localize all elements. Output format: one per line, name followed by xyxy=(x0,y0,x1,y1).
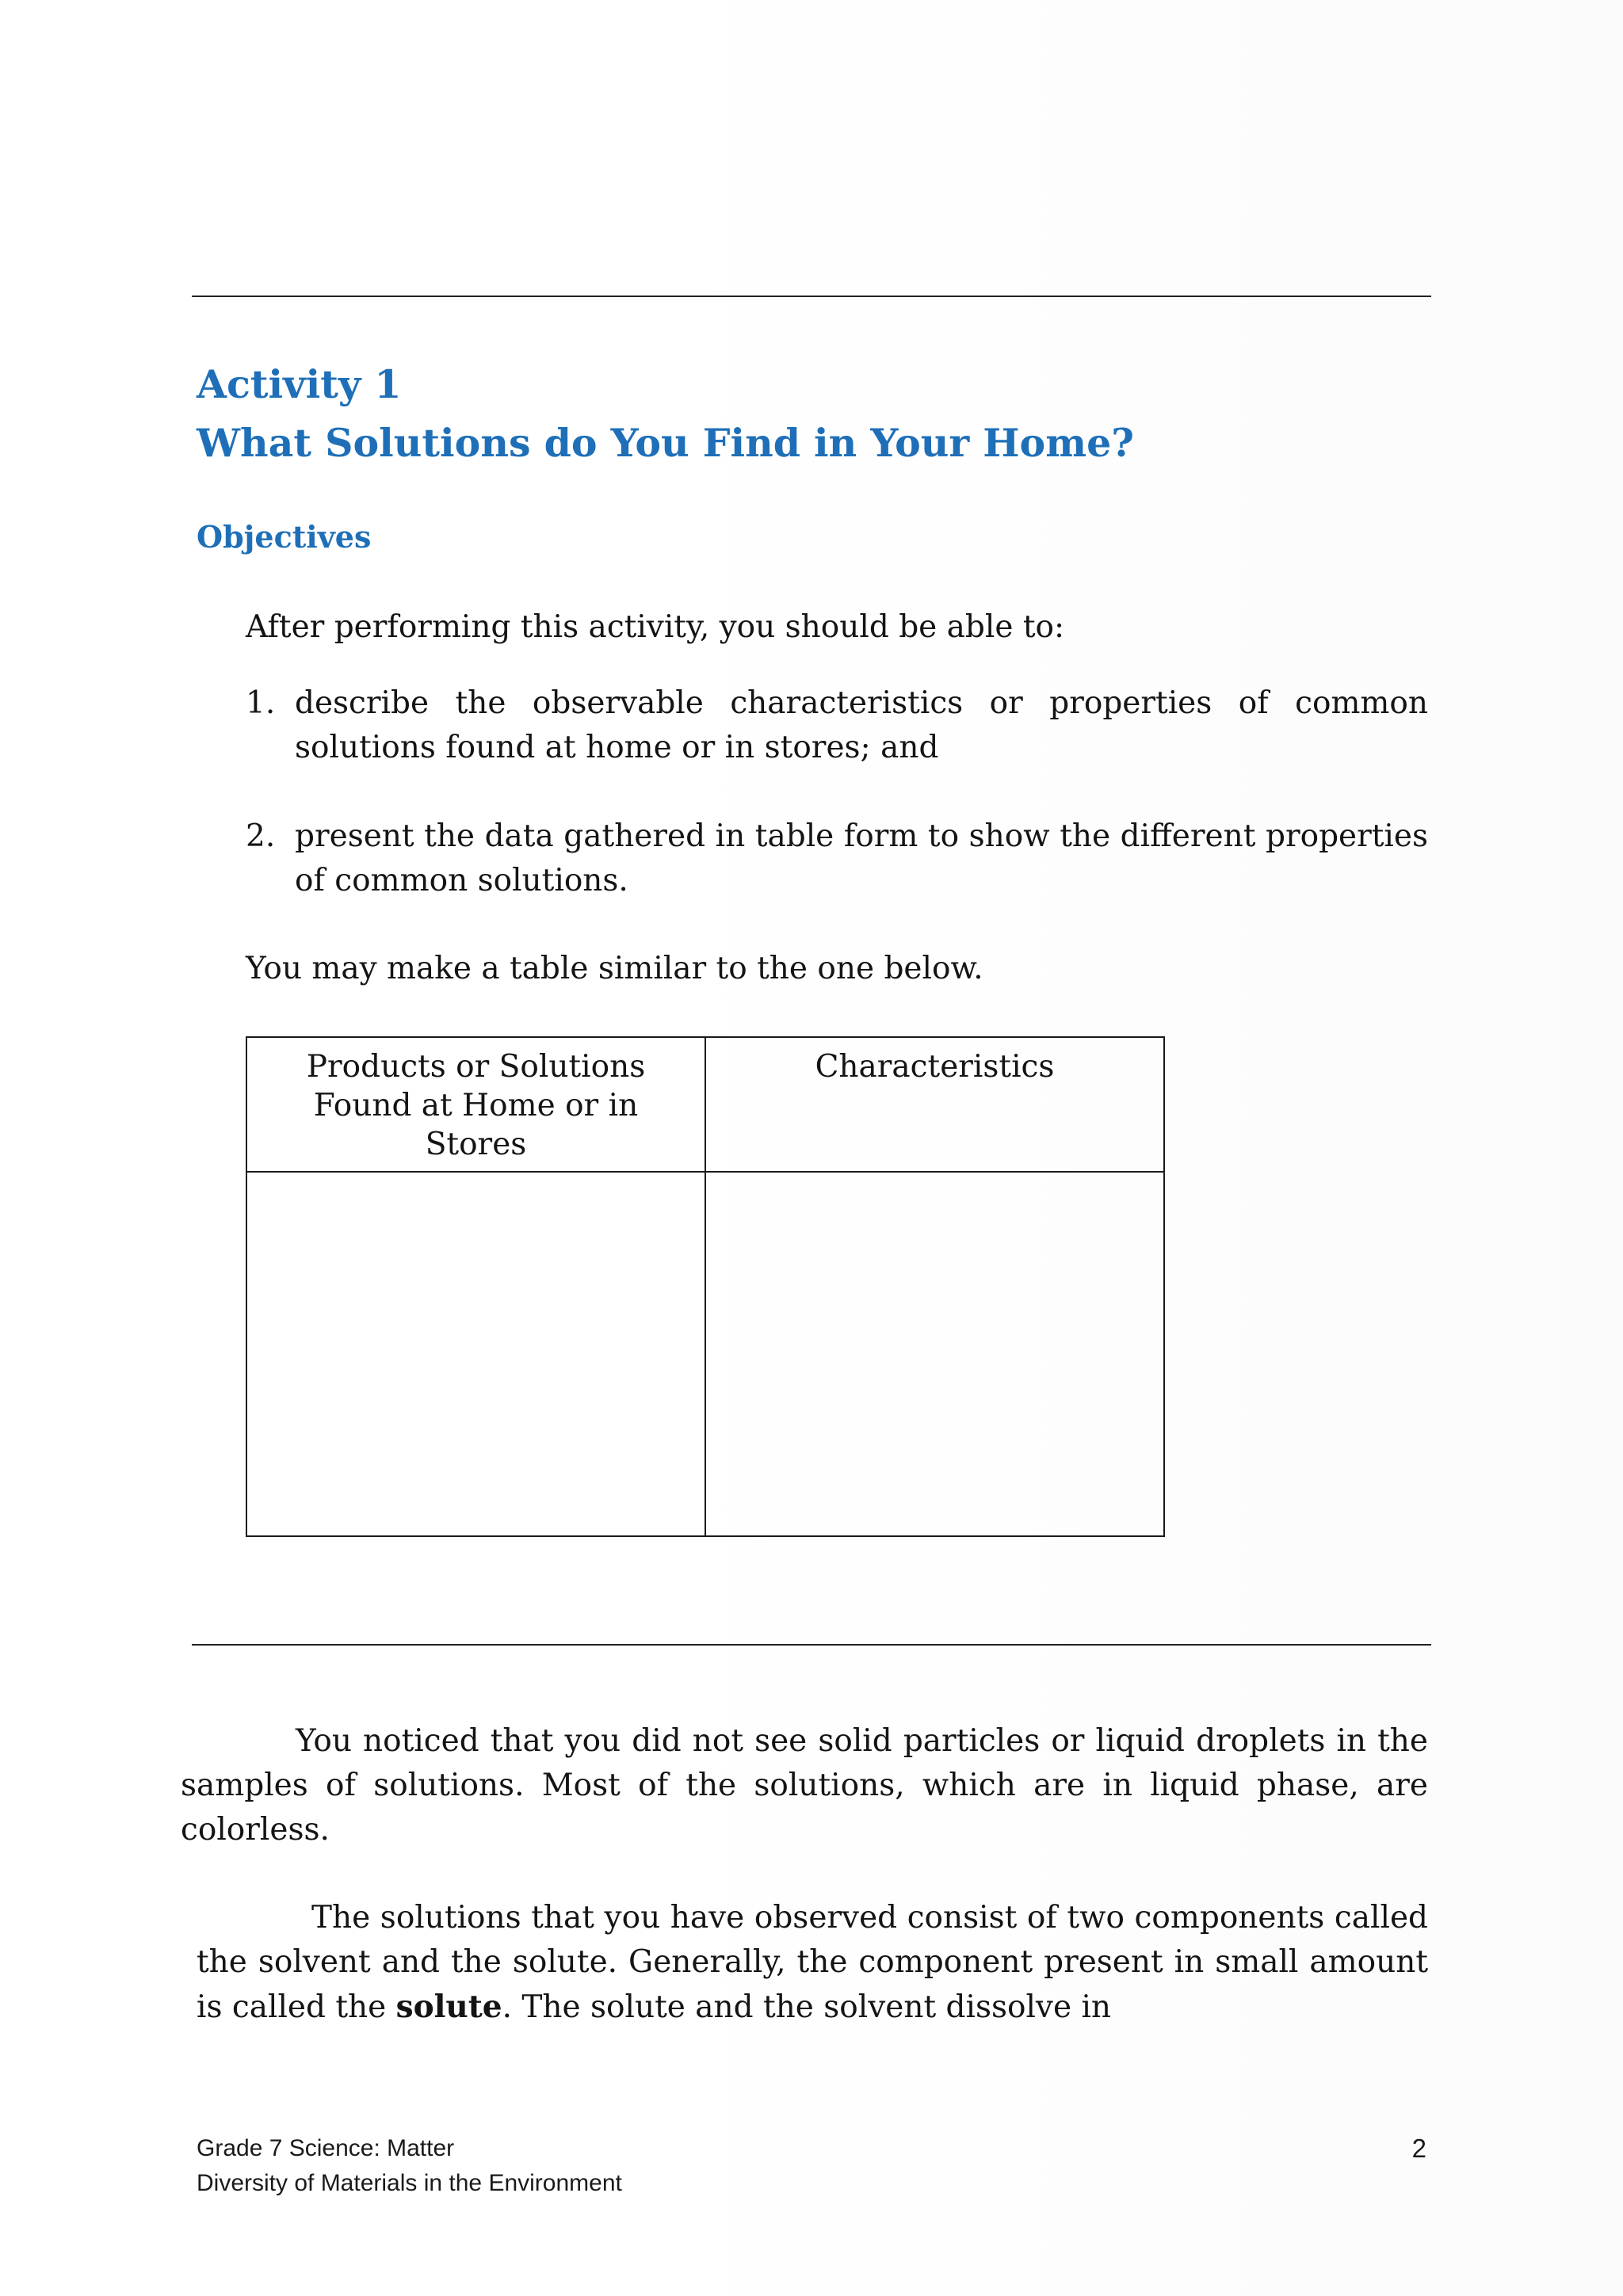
activity-label: Activity 1 xyxy=(197,361,402,407)
objective-item xyxy=(246,681,1428,770)
table-header-row xyxy=(246,1037,1164,1172)
objective-text: describe the observable characteristics or properties of common solutions found at home or in stores; and xyxy=(295,685,1428,765)
objectives-intro: After performing this activity, you should be able to: xyxy=(246,609,1065,645)
footer-course: Grade 7 Science: Matter xyxy=(197,2135,455,2161)
paragraph-solutions-observation: You noticed that you did not see solid particles or liquid droplets in the samples of solutions. Most of the solutions, which are in liquid phase, are colorless. xyxy=(181,1723,1428,1848)
table-cell-characteristics xyxy=(705,1172,1164,1536)
objective-number: 2. xyxy=(246,818,276,854)
footer-module: Diversity of Materials in the Environment xyxy=(197,2170,622,2196)
activity-title: What Solutions do You Find in Your Home? xyxy=(197,420,1134,466)
table-intro: You may make a table similar to the one below. xyxy=(246,951,983,986)
paragraph-text: . The solute and the solvent dissolve in xyxy=(502,1989,1112,2025)
page-number: 2 xyxy=(1411,2134,1426,2163)
objective-item xyxy=(246,814,1428,903)
solute-term: solute xyxy=(395,1989,502,2025)
objective-text: present the data gathered in table form to show the different properties of common solutions. xyxy=(295,818,1428,898)
middle-divider xyxy=(192,1644,1431,1646)
footer xyxy=(197,2131,622,2201)
table-cell-products xyxy=(246,1172,705,1536)
top-divider xyxy=(192,296,1431,297)
activity-heading xyxy=(197,355,1134,472)
paragraph-solvent-solute xyxy=(197,1896,1428,2030)
table-header-products: Products or Solutions Found at Home or in Stores xyxy=(246,1037,705,1172)
table-header-characteristics: Characteristics xyxy=(705,1037,1164,1172)
table-row xyxy=(246,1172,1164,1536)
objectives-heading: Objectives xyxy=(197,519,372,555)
objective-number: 1. xyxy=(246,685,276,721)
sample-table xyxy=(246,1036,1165,1537)
paragraph-text: The solutions that you have observed consist of two components called the solvent and the solute. Generally, the component present in small amount is called the xyxy=(197,1900,1428,2025)
objectives-list xyxy=(246,681,1428,948)
